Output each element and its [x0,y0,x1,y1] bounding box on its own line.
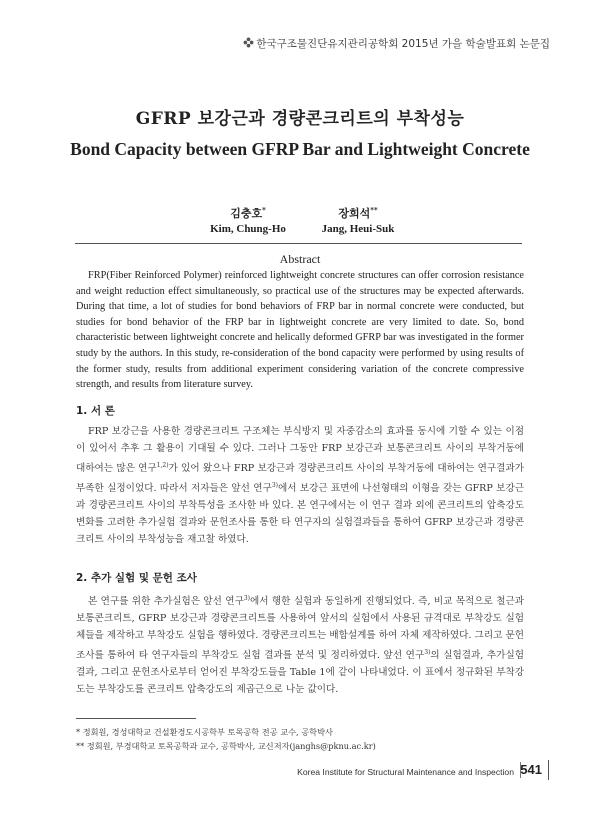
author-2-name-en: Jang, Heui-Suk [321,223,395,235]
footnote-2: ** 정회원, 부경대학교 토목공학과 교수, 공학박사, 교신저자(janghs@pknu.ac.kr) [76,741,376,751]
citation-3: 3) [424,649,431,657]
section-1-heading: 1. 서 론 [76,405,115,417]
author-2-mark: ** [370,205,378,215]
citation-1-2: 1,2) [156,462,169,469]
citation-3: 3) [243,595,251,602]
section-2-text-a: 본 연구를 위한 추가실험은 앞선 연구 [88,596,244,608]
title-divider [75,243,522,244]
flower-bullet-icon [243,37,254,48]
paper-title-korean: GFRP 보강근과 경량콘크리트의 부착성능 [135,109,465,129]
section-1-body [76,423,524,548]
abstract-heading: Abstract [279,252,321,266]
section-2-heading: 2. 추가 실험 및 문헌 조사 [76,572,197,584]
section-2-text-b: 에서 행한 실험과 동일하게 진행되었다. 즉, 비교 목적으로 철근과 보통콘크리트, GFRP 보강근과 경량콘크리트를 사용하여 앞서의 실험에서 사용된 규격대로 부착강도 실험체들을 제작하고 부착강도 실험을 행하였다. 경량콘크리트는 배합설계를 하여 자체 제작하였다. 그리고 문헌조사를 통하여 타 연구자들의 부착강도 실험 결과를 분석 및 정리하였다. 앞선 연구 [76,596,524,662]
footnote-separator [76,718,196,719]
footer-institution: Korea Institute for Structural Maintenance and Inspection [297,767,514,777]
author-1-name-ko: 김충호 [230,207,263,220]
running-header [243,36,550,51]
header-text: 한국구조물진단유지관리공학회 2015년 가을 학술발표회 논문집 [256,38,550,50]
section-1-text-b: 가 있어 왔으나 FRP 보강근과 경량콘크리트 사이의 부착거동에 대하여는 연구결과가 부족한 실정이었다. 따라서 저자들은 앞선 연구 [76,463,524,495]
paper-title-english: Bond Capacity between GFRP Bar and Lightweight Concrete [70,139,530,159]
author-2 [278,205,438,235]
abstract-body: FRP(Fiber Reinforced Polymer) reinforced lightweight concrete structures can offer corrosion resistance and weight reduction effect simultaneously, so practical use of the structures may be expected afterwards. During that time, a lot of studies for bond behaviors of FRP bar in normal concrete were conducted, but studies for bond behavior of the FRP bar in lightweight concrete are very limited to date. So, bond characteristic between lightweight concrete and helically deformed GFRP bar was investigated in the former study by the authors. In this study, re-consideration of the bond capacity were performed by using results of the former study, results from additional experiment considering variation of the concrete compressive strength, and results from literature survey. [76,270,524,391]
section-1-text-c: 에서 보강근 표면에 나선형태의 이형을 갖는 GFRP 보강근과 경량콘크리트 사이의 부착특성을 조사한 바 있다. 본 연구에서는 이 연구 결과 외에 콘크리트의 압축강도 변화를 고려한 추가실험 결과와 문헌조사를 통한 타 연구자의 실험결과들을 통하여 GFRP 보강근과 경량콘크리트 사이의 부착성능을 재고찰 하였다. [76,483,524,546]
section-2-body [76,590,524,698]
author-1-mark: * [262,205,266,215]
section-2-text-c: 의 실험결과, 추가실험 결과, 그리고 문헌조사로부터 얻어진 부착강도들을 Table 1에 같이 나타내었다. 이 표에서 정규화된 부착강도는 부착강도를 콘크리트 압축강도의 제곱근으로 나눈 값이다. [76,650,524,696]
citation-3: 3) [271,482,278,490]
author-2-name-ko: 장희석 [338,207,371,220]
page-number: 541 [520,762,542,777]
page-number-bar [548,760,549,780]
footnote-1: * 정회원, 경성대학교 건설환경도시공학부 토목공학 전공 교수, 공학박사 [76,727,333,737]
section-1-text-a: FRP 보강근을 사용한 경량콘크리트 구조체는 부식방지 및 자중감소의 효과를 동시에 기할 수 있는 이점이 있어서 추후 그 활용이 기대될 수 있다. 그러나 그동안 FRP 보강근과 보통콘크리트 사이의 부착거동에 대하여는 많은 연구 [76,426,524,475]
author-1-name-en: Kim, Chung-Ho [210,223,286,235]
